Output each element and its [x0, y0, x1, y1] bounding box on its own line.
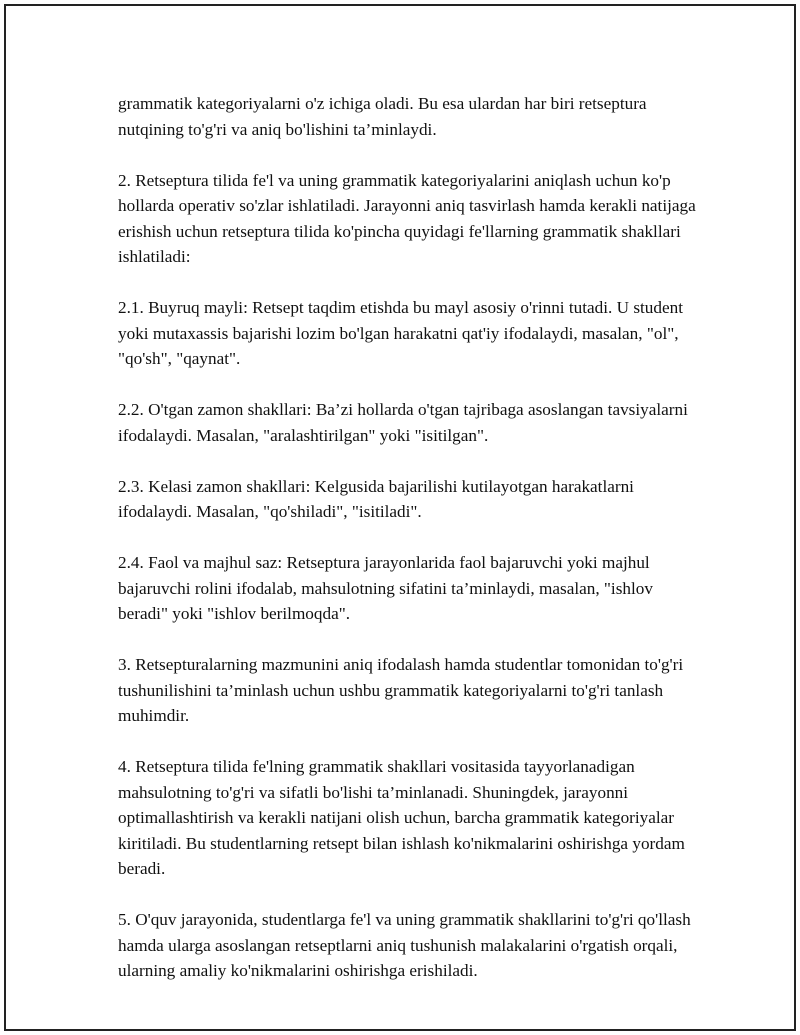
paragraph-point-2-3: 2.3. Kelasi zamon shakllari: Kelgusida bajarilishi kutilayotgan harakatlarni ifodalaydi. Masalan, "qo'shiladi", "isitiladi". [118, 476, 634, 521]
paragraph-point-5: 5. O'quv jarayonida, studentlarga fe'l va uning grammatik shakllarini to'g'ri qo'llash hamda ularga asoslangan retseptlarni aniq tushunish malakalarini o'rgatish orqali, ularning amaliy ko'nikmalarini oshirishga erishiladi. [118, 910, 691, 980]
paragraph-point-2: 2. Retseptura tilida fe'l va uning grammatik kategoriyalarini aniqlash uchun ko'p hollarda operativ so'zlar ishlatiladi. Jarayonni aniq tasvirlash hamda kerakli natijaga erishish uchun retseptura tilida ko'pincha quyidagi fe'llarning grammatik shakllari ishlatiladi: [118, 170, 696, 266]
paragraph-point-2-4: 2.4. Faol va majhul saz: Retseptura jarayonlarida faol bajaruvchi yoki majhul bajaruvchi rolini ifodalab, mahsulotning sifatini ta’minlaydi, masalan, "ishlov beradi" yoki "ishlov berilmoqda". [118, 553, 653, 623]
paragraph-point-4: 4. Retseptura tilida fe'lning grammatik shakllari vositasida tayyorlanadigan mahsulotning to'g'ri va sifatli bo'lishi ta’minlanadi. Shuningdek, jarayonni optimallashtirish va kerakli natijani olish uchun, barcha grammatik kategoriyalar kiritiladi. Bu studentlarning retsept bilan ishlash ko'nikmalarini oshirishga yordam beradi. [118, 757, 685, 878]
paragraph-point-3: 3. Retsepturalarning mazmunini aniq ifodalash hamda studentlar tomonidan to'g'ri tushunilishini ta’minlash uchun ushbu grammatik kategoriyalarni to'g'ri tanlash muhimdir. [118, 655, 684, 725]
paragraph-continuation: grammatik kategoriyalarni o'z ichiga oladi. Bu esa ulardan har biri retseptura nutqining to'g'ri va aniq bo'lishini ta’minlaydi. [118, 94, 647, 139]
document-body [118, 91, 698, 984]
paragraph-point-2-1: 2.1. Buyruq mayli: Retsept taqdim etishda bu mayl asosiy o'rinni tutadi. U student yoki mutaxassis bajarishi lozim bo'lgan harakatni qat'iy ifodalaydi, masalan, "ol", "qo'sh", "qaynat". [118, 298, 683, 368]
paragraph-point-2-2: 2.2. O'tgan zamon shakllari: Ba’zi hollarda o'tgan tajribaga asoslangan tavsiyalarni ifodalaydi. Masalan, "aralashtirilgan" yoki "isitilgan". [118, 400, 688, 445]
